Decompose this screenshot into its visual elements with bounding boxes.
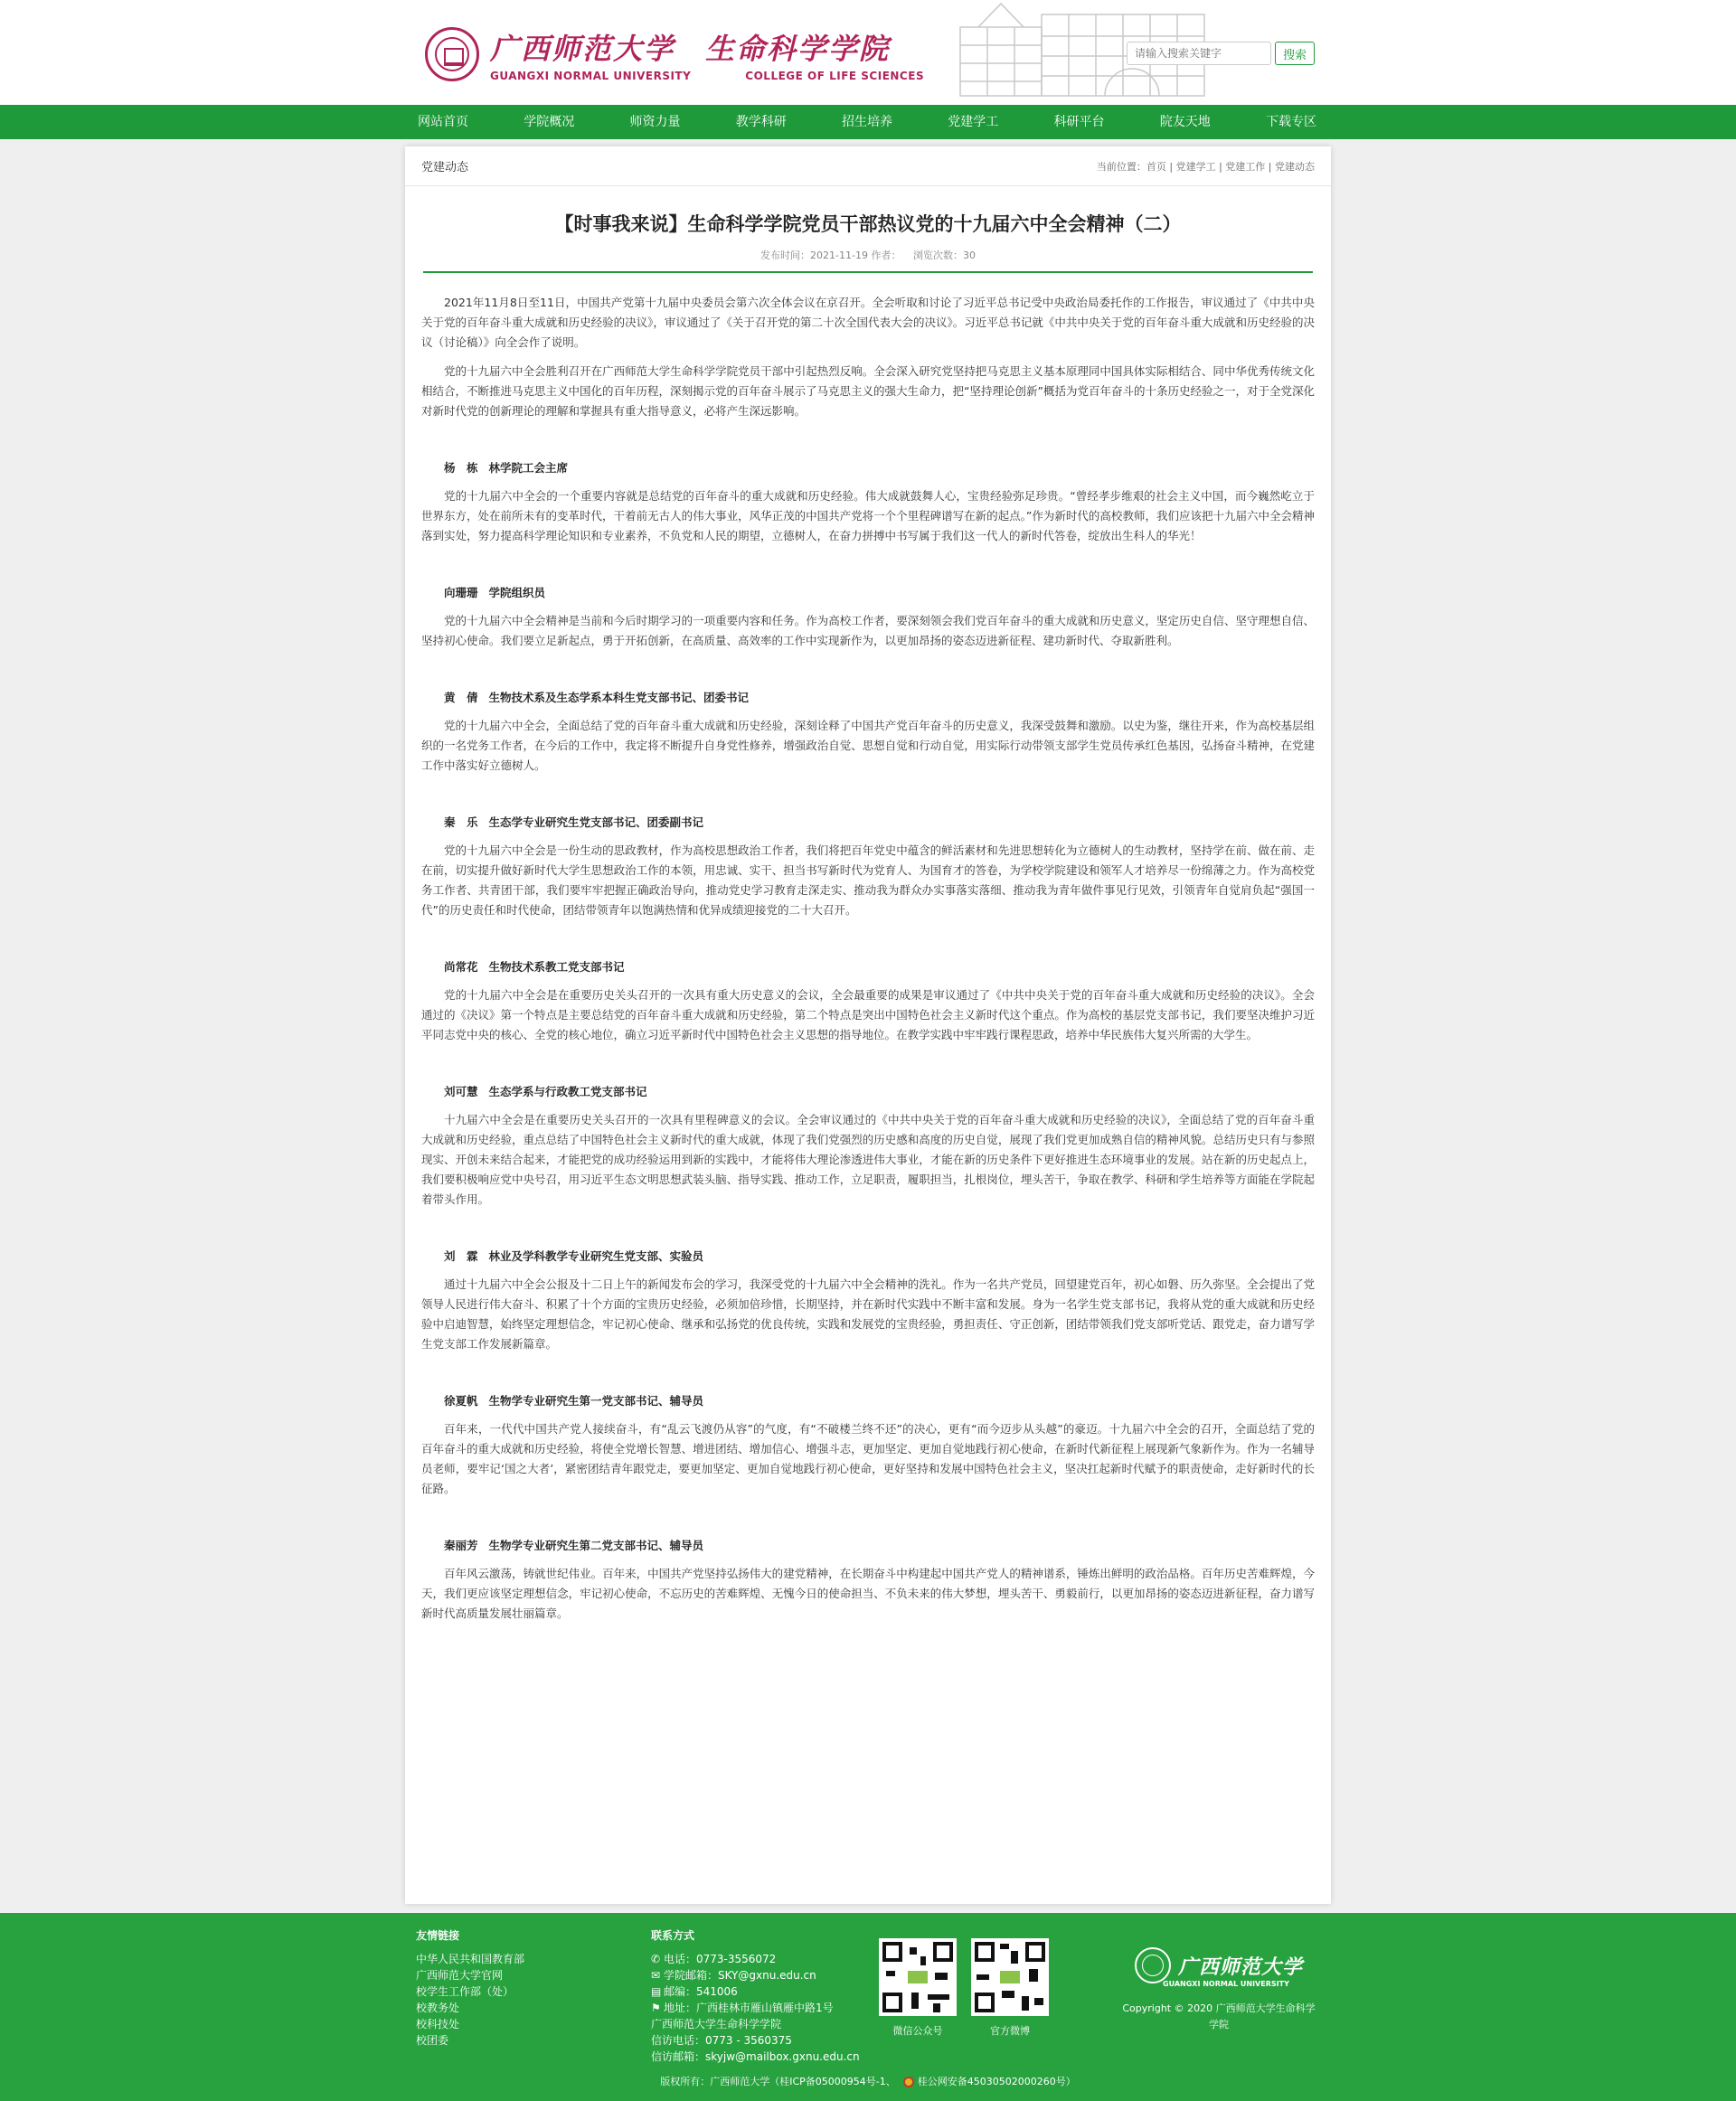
speaker-paragraph: 党的十九届六中全会是一份生动的思政教材，作为高校思想政治工作者，我们将把百年党史中蕴含的鲜活素材和先进思想转化为立德树人的生动教材，坚持学在前、做在前、走在前，切实提升做好新时代大学生思想政治工作的本领，用忠诚、实干、担当书写新时代为党育人、为国育才的答卷，为学校学院建设和领军人才培养尽一份绵薄之力。作为高校党务工作者、共青团干部，我们要牢牢把握正确政治导向，推动党史学习教育走深走实、推动我为群众办实事落实落细、推动我为青年做件事见行见效，引领青年自觉肩负起“强国一代”的历史责任和时代使命，团结带领青年以饱满热情和优异成绩迎接党的二十大召开。 [421,843,1315,917]
speaker-paragraph: 十九届六中全会是在重要历史关头召开的一次具有里程碑意义的会议。全会审议通过的《中共中央关于党的百年奋斗重大成就和历史经验的决议》，全面总结了党的百年奋斗重大成就和历史经验，重点总结了中国特色社会主义新时代的重大成就，体现了我们党强烈的历史感和高度的历史自觉，展现了我们党更加成熟自信的精神风貌。总结历史只有与参照现实、开创未来结合起来，才能把党的成功经验运用到新的实践中，才能将伟大理论渗透进伟大事业，才能在新的历史条件下更好推进生态环境事业的发展。站在新的历史起点上，我们要积极响应党中央号召，用习近平生态文明思想武装头脑、指导实践、推动工作，立足职责，履职担当，扎根岗位，埋头苦干，争取在教学、科研和学生培养等方面能在学院起着带头作用。 [421,1113,1315,1206]
article-title: 【时事我来说】生命科学学院党员干部热议党的十九届六中全会精神（二） [554,213,1182,235]
wechat-qr[interactable] [879,1938,957,2038]
friend-link[interactable]: 广西师范大学官网 [416,1969,504,1982]
speaker-paragraph: 党的十九届六中全会的一个重要内容就是总结党的百年奋斗的重大成就和历史经验。伟大成就鼓舞人心，宝贵经验弥足珍贵。“曾经孝步维艰的社会主义中国，而今巍然屹立于世界东方，处在前所未有的变革时代，干着前无古人的伟大事业，风华正茂的中国共产党将一个个里程碑谱写在新的起点。”作为新时代的高校教师，我们应该把十九届六中全会精神落到实处，努力提高科学理论知识和专业素养，不负党和人民的期望，立德树人，在奋力拼搏中书写属于我们这一代人的新时代答卷，绽放出生科人的华光！ [421,489,1315,542]
contact-email: ✉ 学院邮箱：SKY@gxnu.edu.cn [651,1969,816,1982]
logo-cn-university: 广西师范大学 [490,32,675,66]
footer-logo-en: GUANGXI NORMAL UNIVERSITY [1163,1980,1289,1988]
speaker-role: 学院组织员 [488,586,546,599]
footer-logo-cn: 广西师范大学 [1177,1955,1303,1979]
college-logo[interactable] [425,25,924,83]
contact-college: 广西师范大学生命科学学院 [651,2018,782,2030]
site-search [1127,42,1315,65]
speaker-paragraph: 通过十九届六中全会公报及十二日上午的新闻发布会的学习，我深受党的十九届六中全会精神的洗礼。作为一名共产党员，回望建党百年，初心如磐、历久弥坚。全会提出了党领导人民进行伟大奋斗、积累了十个方面的宝贵历史经验，必须加倍珍惜，长期坚持，并在新时代实践中不断丰富和发展。身为一名学生党支部书记，我将从党的重大成就和历史经验中启迪智慧，始终坚定理想信念，牢记初心使命、继承和弘扬党的优良传统，实践和发展党的宝贵经验，勇担责任、守正创新，团结带领我们党支部听党话、跟党走，奋力谱写学生党支部工作发展新篇章。 [421,1277,1315,1351]
speaker-name: 秦丽芳 [444,1539,478,1552]
speaker-name: 黄 倩 [444,691,478,704]
speaker-name: 向珊珊 [444,586,478,599]
nav-item-faculty[interactable]: 师资力量 [629,115,681,129]
speaker-role: 林业及学科教学专业研究生党支部、实验员 [488,1249,704,1263]
speaker-paragraph: 党的十九届六中全会精神是当前和今后时期学习的一项重要内容和任务。作为高校工作者，要深刻领会我们党百年奋斗的重大成就和历史意义，坚定历史自信、坚守理想自信、坚持初心使命。我们要立足新起点，勇于开拓创新，在高质量、高效率的工作中实现新作为，以更加昂扬的姿态迈进新征程、建功新时代、夺取新胜利。 [421,614,1315,647]
wechat-qr-caption: 微信公众号 [892,2025,943,2037]
nav-item-party-student[interactable]: 党建学工 [948,115,999,129]
university-seal-icon [425,27,479,81]
speaker-name: 秦 乐 [444,815,478,829]
speaker-heading [421,689,1315,705]
speaker-heading [421,1537,1315,1553]
search-input[interactable] [1127,42,1271,65]
speaker-paragraph: 百年风云激荡，铸就世纪伟业。百年来，中国共产党坚持弘扬伟大的建党精神，在长期奋斗中构建起中国共产党人的精神谱系，锤炼出鲜明的政治品格。百年历史苦难辉煌，今天，我们更应该坚定理想信念，牢记初心使命，不忘历史的苦难辉煌、无愧今日的使命担当、不负未来的伟大梦想，埋头苦干、勇毅前行，以更加昂扬的姿态迈进新征程，奋力谱写新时代高质量发展壮丽篇章。 [421,1567,1315,1620]
icp-record[interactable]: 版权所有：广西师范大学（桂ICP备05000954号-1、 [660,2076,896,2087]
speaker-name: 杨 栋 [444,461,478,475]
nav-item-teaching-research[interactable]: 教学科研 [735,115,787,129]
nav-item-admission[interactable]: 招生培养 [842,115,892,129]
column-header [405,146,1331,186]
speaker-role: 生态学专业研究生党支部书记、团委副书记 [488,815,704,829]
nav-item-overview[interactable]: 学院概况 [524,115,575,129]
postcode-icon: ▤ [651,1985,662,1998]
mail-icon: ✉ [651,1969,661,1982]
speaker-heading [421,1248,1315,1264]
wechat-qr-code-icon [879,1938,957,2016]
speaker-role: 林学院工会主席 [488,461,569,475]
phone-icon: ✆ [651,1953,661,1965]
breadcrumb[interactable]: 当前位置：首页 | 党建学工 | 党建工作 | 党建动态 [1096,160,1315,173]
site-footer [0,1913,1736,2101]
speaker-heading [421,1083,1315,1099]
nav-item-alumni[interactable]: 院友天地 [1159,115,1211,129]
friend-link[interactable]: 校教务处 [416,2002,460,2014]
police-badge-icon [903,2077,914,2087]
friend-link[interactable]: 校学生工作部（处） [416,1985,514,1998]
contact-info [651,1927,860,2065]
speaker-paragraph: 党的十九届六中全会，全面总结了党的百年奋斗重大成就和历史经验，深刻诠释了中国共产党百年奋斗的历史意义，我深受鼓舞和激励。以史为鉴，继往开来，作为高校基层组织的一名党务工作者，在今后的工作中，我定将不断提升自身党性修养，增强政治自觉、思想自觉和行动自觉，用实际行动带领支部学生党员传承红色基因，弘扬奋斗精神，在党建工作中落实好立德树人。 [421,719,1315,772]
speaker-role: 生物技术系及生态学系本科生党支部书记、团委书记 [488,691,750,704]
weibo-qr[interactable] [971,1938,1049,2038]
article-body [421,293,1315,1633]
nav-item-research-platform[interactable]: 科研平台 [1053,115,1105,129]
contact-petition-email: 信访邮箱：skyjw@mailbox.gxnu.edu.cn [651,2050,860,2063]
site-header [0,0,1736,105]
article-panel [405,146,1331,1904]
title-divider [423,271,1313,273]
footer-logo [1119,1947,1318,2033]
logo-cn-college: 生命科学学院 [705,32,891,66]
speaker-role: 生态学系与行政教工党支部书记 [488,1085,647,1098]
intro-paragraph: 2021年11月8日至11日，中国共产党第十九届中央委员会第六次全体会议在京召开。全会听取和讨论了习近平总书记受中央政治局委托作的工作报告，审议通过了《中共中央关于党的百年奋斗重大成就和历史经验的决议》，审议通过了《关于召开党的第二十次全国代表大会的决议》。习近平总书记就《中共中央关于党的百年奋斗重大成就和历史经验的决议（讨论稿）》向全会作了说明。 [421,296,1315,349]
speaker-heading [421,814,1315,830]
speaker-name: 刘 霖 [444,1249,478,1263]
copyright: Copyright © 2020 广西师范大学生命科学学院 [1122,2002,1316,2030]
nav-item-downloads[interactable]: 下载专区 [1266,115,1316,129]
weibo-qr-code-icon [971,1938,1049,2016]
speaker-heading [421,459,1315,476]
friend-links [416,1927,524,2049]
contact-phone: ✆ 电话：0773-3556072 [651,1953,777,1965]
logo-en-university: GUANGXI NORMAL UNIVERSITY [490,70,692,82]
friend-link[interactable]: 校团委 [416,2034,449,2047]
speaker-heading [421,584,1315,600]
logo-en-college: COLLEGE OF LIFE SCIENCES [745,70,925,82]
main-nav [0,105,1736,139]
friend-link[interactable]: 校科技处 [416,2018,460,2030]
speaker-name: 徐夏帆 [444,1394,478,1408]
footer-bottom [0,2074,1736,2088]
speaker-name: 尚常花 [444,960,478,974]
footer-seal-icon [1135,1947,1171,1983]
publish-time: 发布时间：2021-11-19 作者： [760,250,901,261]
article-meta [405,248,1331,262]
speaker-paragraph: 百年来，一代代中国共产党人接续奋斗，有“乱云飞渡仍从容”的气度，有“不破楼兰终不还”的决心，更有“而今迈步从头越”的豪迈。十九届六中全会的召开，全面总结了党的百年奋斗的重大成就和历史经验，将使全党增长智慧、增进团结、增加信心、增强斗志，更加坚定、更加自觉地践行初心使命，在新时代新征程上展现新气象新作为。作为一名辅导员老师，要牢记‘国之大者’，紧密团结青年跟党走，要更加坚定、更加自觉地践行初心使命，更好坚持和发展中国特色社会主义，坚决扛起新时代赋予的职责使命，走好新时代的长征路。 [421,1422,1315,1495]
speaker-name: 刘可慧 [444,1085,478,1098]
speaker-heading [421,1392,1315,1409]
contact-address: ⚑ 地址：广西桂林市雁山镇雁中路1号 [651,2002,834,2014]
search-button[interactable]: 搜索 [1275,42,1315,65]
speaker-role: 生物学专业研究生第一党支部书记、辅导员 [488,1394,704,1408]
speaker-role: 生物学专业研究生第二党支部书记、辅导员 [488,1539,704,1552]
view-count: 浏览次数：30 [912,250,976,261]
police-record[interactable]: 桂公网安备45030502000260号） [917,2076,1076,2087]
column-title: 党建动态 [421,161,469,174]
contact-title: 联系方式 [651,1929,695,1942]
intro-paragraph: 党的十九届六中全会胜利召开在广西师范大学生命科学学院党员干部中引起热烈反响。全会深入研究党坚持把马克思主义基本原理同中国具体实际相结合、同中华优秀传统文化相结合，不断推进马克思主义中国化的百年历程，深刻揭示党的百年奋斗展示了马克思主义的强大生命力，把“坚持理论创新”概括为党百年奋斗的十条历史经验之一，对于全党深化对新时代党的创新理论的理解和掌握具有重大指导意义，必将产生深远影响。 [421,364,1315,418]
nav-item-home[interactable]: 网站首页 [418,115,468,129]
weibo-qr-caption: 官方微博 [990,2025,1030,2037]
friend-link[interactable]: 中华人民共和国教育部 [416,1953,525,1965]
contact-postcode: ▤ 邮编：541006 [651,1985,738,1998]
friend-links-title: 友情链接 [416,1929,460,1942]
speaker-paragraph: 党的十九届六中全会是在重要历史关头召开的一次具有重大历史意义的会议，全会最重要的成果是审议通过了《中共中央关于党的百年奋斗重大成就和历史经验的决议》。全会通过的《决议》第一个特点是主要总结党的百年奋斗重大成就和历史经验，第二个特点是突出中国特色社会主义新时代这个重点。作为高校的基层党支部书记，我们要坚决维护习近平同志党中央的核心、全党的核心地位，确立习近平新时代中国特色社会主义思想的指导地位。在教学实践中牢牢践行课程思政，培养中华民族伟大复兴所需的大学生。 [421,988,1315,1041]
speaker-heading [421,958,1315,975]
speaker-role: 生物技术系教工党支部书记 [488,960,625,974]
location-icon: ⚑ [651,2002,661,2014]
contact-petition-phone: 信访电话：0773 - 3560375 [651,2034,792,2047]
